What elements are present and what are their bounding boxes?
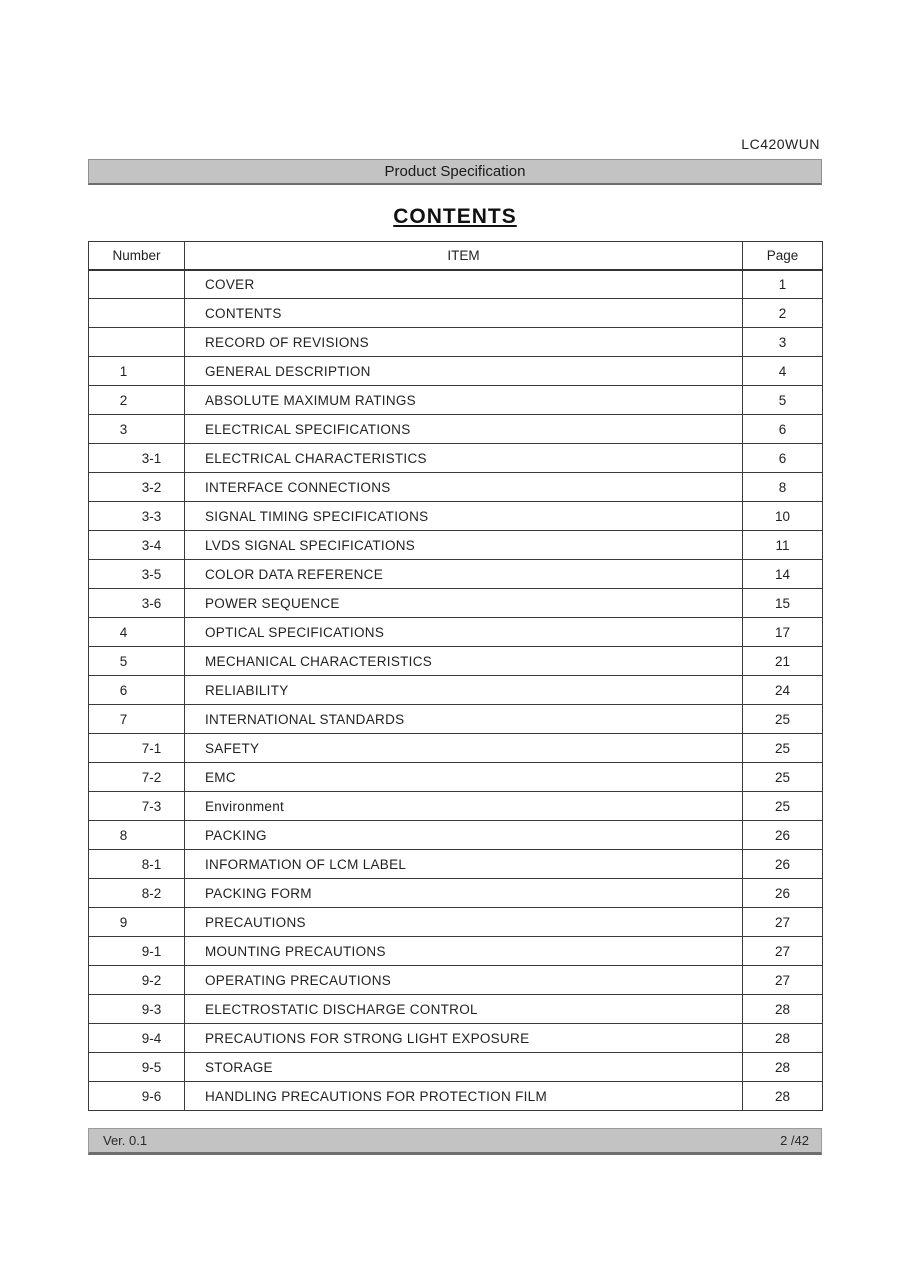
- row-number: 7-1: [89, 734, 185, 763]
- column-header-number: Number: [89, 242, 185, 270]
- row-page-number: 21: [743, 647, 823, 676]
- row-number: [89, 299, 185, 328]
- row-number: [89, 328, 185, 357]
- row-number: 3-4: [89, 531, 185, 560]
- page-content: [88, 136, 822, 1155]
- row-item-label: Environment: [185, 792, 743, 821]
- row-item-label: HANDLING PRECAUTIONS FOR PROTECTION FILM: [185, 1082, 743, 1111]
- row-item-label: PACKING FORM: [185, 879, 743, 908]
- table-row: [89, 415, 823, 444]
- table-row: [89, 299, 823, 328]
- row-number: 9-3: [89, 995, 185, 1024]
- row-item-label: COLOR DATA REFERENCE: [185, 560, 743, 589]
- row-item-label: CONTENTS: [185, 299, 743, 328]
- row-number: 9: [89, 908, 185, 937]
- row-item-label: INTERFACE CONNECTIONS: [185, 473, 743, 502]
- row-page-number: 4: [743, 357, 823, 386]
- column-header-page: Page: [743, 242, 823, 270]
- row-page-number: 8: [743, 473, 823, 502]
- row-number: 9-5: [89, 1053, 185, 1082]
- row-number: 7-3: [89, 792, 185, 821]
- table-row: [89, 821, 823, 850]
- row-number: 9-4: [89, 1024, 185, 1053]
- row-number: 8: [89, 821, 185, 850]
- row-number: 6: [89, 676, 185, 705]
- row-number: [89, 270, 185, 299]
- row-page-number: 27: [743, 966, 823, 995]
- table-row: [89, 357, 823, 386]
- row-page-number: 28: [743, 1053, 823, 1082]
- contents-table-header: [89, 242, 823, 270]
- row-page-number: 24: [743, 676, 823, 705]
- row-page-number: 27: [743, 937, 823, 966]
- row-item-label: MECHANICAL CHARACTERISTICS: [185, 647, 743, 676]
- row-page-number: 17: [743, 618, 823, 647]
- row-item-label: OPTICAL SPECIFICATIONS: [185, 618, 743, 647]
- row-page-number: 28: [743, 1024, 823, 1053]
- row-item-label: ABSOLUTE MAXIMUM RATINGS: [185, 386, 743, 415]
- row-number: 3: [89, 415, 185, 444]
- row-page-number: 14: [743, 560, 823, 589]
- header-row: [89, 242, 823, 270]
- table-row: [89, 647, 823, 676]
- table-row: [89, 879, 823, 908]
- row-page-number: 2: [743, 299, 823, 328]
- contents-table: [88, 241, 823, 1111]
- row-page-number: 25: [743, 734, 823, 763]
- table-row: [89, 589, 823, 618]
- row-page-number: 25: [743, 792, 823, 821]
- table-row: [89, 502, 823, 531]
- table-row: [89, 560, 823, 589]
- row-item-label: RELIABILITY: [185, 676, 743, 705]
- table-row: [89, 1082, 823, 1111]
- row-number: 7-2: [89, 763, 185, 792]
- row-page-number: 25: [743, 763, 823, 792]
- row-number: 3-6: [89, 589, 185, 618]
- table-row: [89, 531, 823, 560]
- table-row: [89, 1024, 823, 1053]
- document-code: LC420WUN: [741, 136, 820, 152]
- row-item-label: PRECAUTIONS: [185, 908, 743, 937]
- row-page-number: 11: [743, 531, 823, 560]
- table-row: [89, 1053, 823, 1082]
- row-item-label: PACKING: [185, 821, 743, 850]
- row-number: 3-2: [89, 473, 185, 502]
- row-page-number: 26: [743, 821, 823, 850]
- row-item-label: ELECTRICAL SPECIFICATIONS: [185, 415, 743, 444]
- row-item-label: INFORMATION OF LCM LABEL: [185, 850, 743, 879]
- row-page-number: 28: [743, 995, 823, 1024]
- table-row: [89, 850, 823, 879]
- table-row: [89, 618, 823, 647]
- row-item-label: GENERAL DESCRIPTION: [185, 357, 743, 386]
- row-page-number: 26: [743, 879, 823, 908]
- product-specification-banner: Product Specification: [88, 159, 822, 185]
- table-row: [89, 763, 823, 792]
- row-item-label: ELECTROSTATIC DISCHARGE CONTROL: [185, 995, 743, 1024]
- table-row: [89, 386, 823, 415]
- row-item-label: SIGNAL TIMING SPECIFICATIONS: [185, 502, 743, 531]
- row-page-number: 5: [743, 386, 823, 415]
- row-number: 5: [89, 647, 185, 676]
- row-item-label: POWER SEQUENCE: [185, 589, 743, 618]
- row-page-number: 26: [743, 850, 823, 879]
- table-row: [89, 328, 823, 357]
- row-number: 3-5: [89, 560, 185, 589]
- contents-table-body: [89, 270, 823, 1111]
- row-number: 8-2: [89, 879, 185, 908]
- table-row: [89, 734, 823, 763]
- row-page-number: 6: [743, 444, 823, 473]
- table-row: [89, 676, 823, 705]
- page-number-indicator: 2 /42: [780, 1133, 809, 1148]
- row-item-label: LVDS SIGNAL SPECIFICATIONS: [185, 531, 743, 560]
- table-row: [89, 995, 823, 1024]
- table-row: [89, 705, 823, 734]
- row-page-number: 15: [743, 589, 823, 618]
- row-item-label: STORAGE: [185, 1053, 743, 1082]
- table-row: [89, 937, 823, 966]
- row-item-label: COVER: [185, 270, 743, 299]
- row-number: 2: [89, 386, 185, 415]
- row-page-number: 6: [743, 415, 823, 444]
- contents-title: CONTENTS: [393, 205, 517, 228]
- row-item-label: INTERNATIONAL STANDARDS: [185, 705, 743, 734]
- row-number: 7: [89, 705, 185, 734]
- page-footer: [88, 1128, 822, 1155]
- row-number: 9-1: [89, 937, 185, 966]
- row-page-number: 3: [743, 328, 823, 357]
- table-row: [89, 473, 823, 502]
- table-row: [89, 444, 823, 473]
- table-row: [89, 966, 823, 995]
- table-row: [89, 270, 823, 299]
- table-row: [89, 792, 823, 821]
- row-page-number: 28: [743, 1082, 823, 1111]
- row-item-label: EMC: [185, 763, 743, 792]
- row-item-label: MOUNTING PRECAUTIONS: [185, 937, 743, 966]
- row-number: 3-1: [89, 444, 185, 473]
- row-number: 9-2: [89, 966, 185, 995]
- row-item-label: SAFETY: [185, 734, 743, 763]
- row-item-label: PRECAUTIONS FOR STRONG LIGHT EXPOSURE: [185, 1024, 743, 1053]
- row-number: 3-3: [89, 502, 185, 531]
- table-row: [89, 908, 823, 937]
- row-page-number: 25: [743, 705, 823, 734]
- row-item-label: OPERATING PRECAUTIONS: [185, 966, 743, 995]
- row-page-number: 10: [743, 502, 823, 531]
- row-number: 4: [89, 618, 185, 647]
- row-item-label: ELECTRICAL CHARACTERISTICS: [185, 444, 743, 473]
- version-label: Ver. 0.1: [103, 1133, 148, 1148]
- row-page-number: 1: [743, 270, 823, 299]
- row-number: 8-1: [89, 850, 185, 879]
- row-number: 1: [89, 357, 185, 386]
- column-header-item: ITEM: [185, 242, 743, 270]
- row-number: 9-6: [89, 1082, 185, 1111]
- row-page-number: 27: [743, 908, 823, 937]
- row-item-label: RECORD OF REVISIONS: [185, 328, 743, 357]
